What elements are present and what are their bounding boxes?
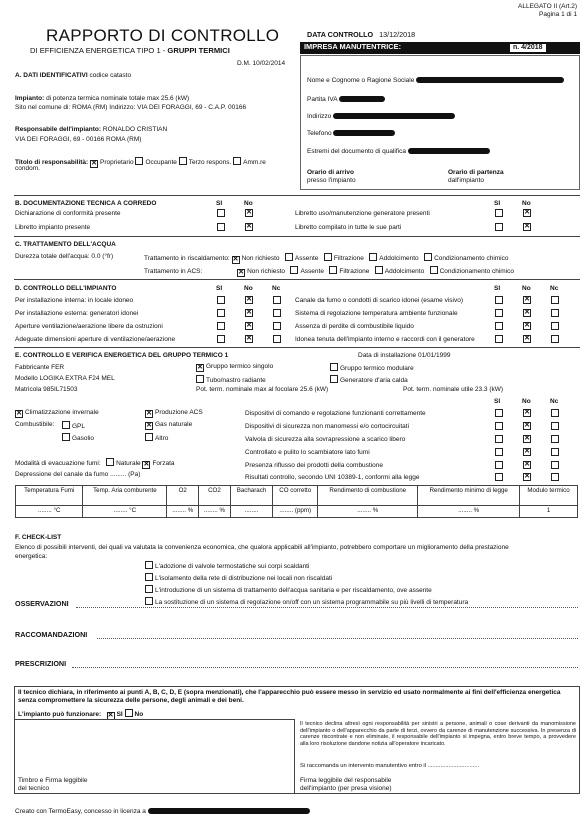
timbro-label: Timbro e Firma leggibile del tecnico bbox=[18, 777, 88, 793]
altro: Altro bbox=[145, 433, 168, 442]
table-cell[interactable]: ........ % bbox=[418, 506, 520, 518]
checkbox[interactable] bbox=[551, 473, 559, 481]
col-si: SI bbox=[216, 200, 223, 207]
modello: Modello LOGIKA EXTRA F24 MEL bbox=[15, 375, 115, 382]
report-number: n. 4/2018 bbox=[510, 44, 546, 52]
osservazioni-label: OSSERVAZIONI bbox=[15, 599, 69, 608]
page-subtitle: DI EFFICIENZA ENERGETICA TIPO 1 - GRUPPI TERMICI bbox=[30, 46, 230, 55]
checklist-item: L'adozione di valvole termostatiche sui corpi scaldanti bbox=[145, 561, 309, 570]
check-row: Libretto compilato in tutte le sue parti bbox=[295, 224, 402, 231]
table-header: Temp. Aria comburente bbox=[83, 486, 167, 506]
trattamento-acs: Trattamento in ACS: ✕ Non richiesto Assente Filtrazione Addolcimento Condizionamento chimico bbox=[144, 266, 514, 277]
amm-checkbox[interactable] bbox=[233, 157, 241, 165]
checkbox[interactable] bbox=[523, 448, 531, 456]
col-si: SI bbox=[494, 200, 501, 207]
check-row: Adeguate dimensioni aperture di ventilazione/aerazione bbox=[15, 336, 176, 343]
checkbox[interactable] bbox=[495, 335, 503, 343]
check-row: Idonea tenuta dell'impianto interno e raccordi con il generatore bbox=[295, 336, 475, 343]
table-cell[interactable]: ........ % bbox=[199, 506, 231, 518]
table-header: Temperatura Fumi bbox=[16, 486, 83, 506]
col-si: SI bbox=[494, 398, 501, 405]
table-cell[interactable]: 1 bbox=[520, 506, 578, 518]
firma-responsabile: Firma leggibile del responsabile dell'impianto (per presa visione) bbox=[300, 777, 392, 793]
col-no: No bbox=[522, 285, 531, 292]
data-controllo: DATA CONTROLLO 13/12/2018 bbox=[307, 30, 416, 39]
checkbox[interactable] bbox=[551, 448, 559, 456]
table-header: CO2 bbox=[199, 486, 231, 506]
col-si: SI bbox=[216, 285, 223, 292]
checkbox[interactable] bbox=[551, 322, 559, 330]
col-si: SI bbox=[494, 285, 501, 292]
table-header: Bacharach bbox=[230, 486, 272, 506]
checklist-checkbox[interactable] bbox=[145, 573, 153, 581]
checkbox[interactable] bbox=[245, 209, 253, 217]
checklist-intro-2: energetica: bbox=[15, 553, 48, 560]
check-row: Libretto impianto presente bbox=[15, 224, 91, 231]
checkbox[interactable] bbox=[273, 335, 281, 343]
check-row: Presenza riflusso dei prodotti della combustione bbox=[245, 462, 384, 469]
page-title: RAPPORTO DI CONTROLLO bbox=[46, 26, 280, 45]
checkbox[interactable] bbox=[245, 296, 253, 304]
impianto-info: Impianto: di potenza termica nominale totale max 25.6 (kW) bbox=[15, 95, 190, 102]
checkbox[interactable] bbox=[217, 309, 225, 317]
checkbox[interactable] bbox=[523, 409, 531, 417]
prescrizioni-line[interactable] bbox=[72, 667, 578, 668]
checkbox[interactable] bbox=[495, 309, 503, 317]
gruppo-modulare: Gruppo termico modulare bbox=[330, 363, 414, 372]
checklist-item: L'introduzione di un sistema di trattamento dell'acqua sanitaria e per riscaldamento, ove assente bbox=[145, 585, 432, 594]
matricola: Matricola 985IL71503 bbox=[15, 386, 78, 393]
evacuazione-fumi: Modalità di evacuazione fumi: Naturale ✕ Forzata bbox=[15, 458, 175, 469]
checkbox[interactable] bbox=[217, 335, 225, 343]
table-header: Rendimento minimo di legge bbox=[418, 486, 520, 506]
impresa-piva: Partita IVA bbox=[307, 96, 385, 103]
checkbox[interactable] bbox=[523, 461, 531, 469]
checkbox[interactable] bbox=[523, 223, 531, 231]
checkbox[interactable] bbox=[523, 422, 531, 430]
checkbox[interactable] bbox=[495, 223, 503, 231]
col-no: No bbox=[522, 398, 531, 405]
durezza: Durezza totale dell'acqua: 0.0 (°fr) bbox=[15, 253, 114, 260]
allegato-label: ALLEGATO II (Art.2) Pagina 1 di 1 bbox=[518, 3, 577, 19]
section-f-title: F. CHECK-LIST bbox=[15, 534, 62, 541]
checkbox[interactable] bbox=[245, 335, 253, 343]
table-cell[interactable]: ........ bbox=[230, 506, 272, 518]
impresa-telefono: Telefono bbox=[307, 130, 395, 137]
checkbox[interactable] bbox=[273, 309, 281, 317]
raccomandazioni-label: RACCOMANDAZIONI bbox=[15, 630, 88, 639]
check-row: Assenza di perdite di combustibile liquido bbox=[295, 323, 414, 330]
gas-naturale: ✕ Gas naturale bbox=[145, 421, 192, 430]
check-row: Aperture ventilazione/aerazione libere da ostruzioni bbox=[15, 323, 163, 330]
checklist-checkbox[interactable] bbox=[145, 597, 153, 605]
checkbox[interactable] bbox=[523, 309, 531, 317]
table-header: Rendimento di combustione bbox=[318, 486, 418, 506]
raccomandazioni-line[interactable] bbox=[97, 638, 578, 639]
orario-partenza: Orario di partenza dall'impianto bbox=[448, 169, 504, 185]
section-b-title: B. DOCUMENTAZIONE TECNICA A CORREDO bbox=[15, 200, 157, 207]
generatore-aria: Generatore d'aria calda bbox=[330, 375, 408, 384]
table-cell[interactable]: ........ % bbox=[167, 506, 199, 518]
checkbox[interactable] bbox=[523, 322, 531, 330]
checkbox[interactable] bbox=[495, 448, 503, 456]
produzione-acs: ✕ Produzione ACS bbox=[145, 409, 203, 418]
col-nc: Nc bbox=[550, 398, 559, 405]
check-row: Canale da fumo o condotti di scarico idonei (esame visivo) bbox=[295, 297, 464, 304]
potenza-focolare: Pot. term. nominale max al focolare 25.6 (kW) bbox=[196, 386, 329, 393]
col-nc: Nc bbox=[550, 285, 559, 292]
table-cell[interactable]: ........ % bbox=[318, 506, 418, 518]
checklist-checkbox[interactable] bbox=[145, 561, 153, 569]
checkbox[interactable] bbox=[245, 322, 253, 330]
col-nc: Nc bbox=[272, 285, 281, 292]
data-installazione: Data di installazione 01/01/1999 bbox=[358, 352, 451, 359]
no-checkbox[interactable] bbox=[125, 709, 133, 717]
checkbox[interactable] bbox=[523, 296, 531, 304]
gasolio: Gasolio bbox=[62, 433, 94, 442]
table-cell[interactable]: ........ °C bbox=[83, 506, 167, 518]
tubo-radiante: Tubo/nastro radiante bbox=[196, 375, 266, 384]
checkbox[interactable] bbox=[495, 209, 503, 217]
potenza-utile: Pot. term. nominale utile 23.3 (kW) bbox=[403, 386, 504, 393]
col-no: No bbox=[244, 200, 253, 207]
checkbox[interactable] bbox=[523, 473, 531, 481]
table-header: CO corretto bbox=[273, 486, 318, 506]
climatizzazione: ✕Climatizzazione invernale bbox=[15, 409, 99, 418]
combustion-table bbox=[15, 485, 578, 518]
check-row: Risultati controllo, secondo UNI 10389-1, conformi alla legge bbox=[245, 474, 420, 481]
col-no: No bbox=[244, 285, 253, 292]
declaration-text: Il tecnico dichiara, in riferimento ai punti A, B, C, D, E (sopra menzionati), che l'apparecchio può essere messo in servizio ed usato normalmente ai fini dell'efficienza energetica senza compromettere la sicurezza delle persone, degli animali e dei beni. bbox=[18, 689, 561, 704]
checklist-item: La sostituzione di un sistema di regolazione on/off con un sistema programmabile su più livelli di temperatura bbox=[145, 597, 468, 606]
responsabile: Responsabile dell'impianto: RONALDO CRISTIAN bbox=[15, 126, 168, 133]
checkbox[interactable] bbox=[495, 461, 503, 469]
checkbox[interactable] bbox=[551, 422, 559, 430]
table-header: O2 bbox=[167, 486, 199, 506]
check-row: Sistema di regolazione temperatura ambiente funzionale bbox=[295, 310, 458, 317]
checkbox[interactable] bbox=[551, 309, 559, 317]
section-c-title: C. TRATTAMENTO DELL'ACQUA bbox=[15, 241, 116, 248]
checkbox[interactable] bbox=[217, 209, 225, 217]
checkbox[interactable] bbox=[551, 435, 559, 443]
checkbox[interactable] bbox=[245, 309, 253, 317]
checkbox[interactable] bbox=[495, 409, 503, 417]
section-d-title: D. CONTROLLO DELL'IMPIANTO bbox=[15, 285, 117, 292]
checkbox[interactable] bbox=[217, 223, 225, 231]
check-row: Dichiarazione di conformità presente bbox=[15, 210, 121, 217]
impresa-estremi: Estremi del documento di qualifica bbox=[307, 148, 490, 155]
condom-label: condom. bbox=[15, 165, 40, 172]
section-e-title: E. CONTROLLO E VERIFICA ENERGETICA DEL GRUPPO TERMICO 1 bbox=[15, 352, 229, 359]
sito-info: Sito nel comune di: ROMA (RM) Indirizzo: VIA DEI FORAGGI, 69 - C.A.P. 00166 bbox=[15, 104, 247, 111]
impresa-header: IMPRESA MANUTENTRICE: bbox=[300, 42, 580, 54]
col-no: No bbox=[522, 200, 531, 207]
checkbox[interactable] bbox=[551, 335, 559, 343]
check-row: Per installazione esterna: generatori idonei bbox=[15, 310, 139, 317]
checkbox[interactable] bbox=[495, 473, 503, 481]
puo-funzionare: L'impianto può funzionare: ✕ SI No bbox=[18, 709, 143, 720]
disclaimer-text: Il tecnico declina altresì ogni responsabilità per sinistri a persone, animali o cose derivanti da manomissione dell'impianto o dell'apparecchio da parte di terzi, ovvero da carenze di manutenzione successiva. In presenza di carenze riscontrate e non eliminate, il responsabile dell'impianto si impegna, entro breve tempo, a provvedere alla loro risoluzione dandone notizia all'operatore incaricato. bbox=[300, 721, 576, 748]
checkbox[interactable] bbox=[495, 435, 503, 443]
impresa-indirizzo: Indirizzo bbox=[307, 113, 455, 120]
checkbox[interactable] bbox=[523, 435, 531, 443]
checkbox[interactable] bbox=[495, 322, 503, 330]
checkbox[interactable] bbox=[273, 296, 281, 304]
depressione: Depressione del canale da fumo ......... (Pa) bbox=[15, 471, 141, 478]
impresa-nome: Nome e Cognome o Ragione Sociale bbox=[307, 77, 564, 84]
check-row: Libretto uso/manutenzione generatore presenti bbox=[295, 210, 430, 217]
checkbox[interactable] bbox=[495, 422, 503, 430]
checkbox[interactable] bbox=[495, 296, 503, 304]
checklist-checkbox[interactable] bbox=[145, 585, 153, 593]
checklist-item: L'isolamento della rete di distribuzione nei locali non riscaldati bbox=[145, 573, 332, 582]
footer: Creato con TermoEasy, concesso in licenza a bbox=[15, 808, 310, 815]
terzo-checkbox[interactable] bbox=[179, 157, 187, 165]
dm-reference: D.M. 10/02/2014 bbox=[237, 60, 286, 67]
occupante-checkbox[interactable] bbox=[135, 157, 143, 165]
trattamento-risc: Trattamento in riscaldamento: ✕ Non richiesto Assente Filtrazione Addolcimento Condizionamento chimico bbox=[144, 253, 509, 264]
check-row: Dispositivi di sicurezza non manomessi e/o cortocircuitati bbox=[245, 423, 410, 430]
prescrizioni-label: PRESCRIZIONI bbox=[15, 659, 67, 668]
intervento-entro: Si raccomanda un intervento manutentivo entro il ................................ bbox=[300, 763, 480, 769]
checkbox[interactable] bbox=[523, 335, 531, 343]
titolo-responsabilita: Titolo di responsabilità: ✕ Proprietario Occupante Terzo respons. Amm.re bbox=[15, 157, 266, 168]
check-row: Valvola di sicurezza alla sovrapressione a scarico libero bbox=[245, 436, 406, 443]
responsabile-indirizzo: VIA DEI FORAGGI, 69 - 00166 ROMA (RM) bbox=[15, 136, 142, 143]
checkbox[interactable] bbox=[217, 322, 225, 330]
check-row: Dispositivi di comando e regolazione funzionanti correttamente bbox=[245, 410, 426, 417]
section-a-title: A. DATI IDENTIFICATIVI codice catasto bbox=[15, 72, 132, 79]
checklist-intro: Elenco di possibili interventi, dei quali va valutata la convenienza economica, che qualora applicabili all'impianto, potrebbero comportare un miglioramento della prestazione bbox=[15, 544, 509, 551]
checkbox[interactable] bbox=[273, 322, 281, 330]
check-row: Controllato e pulito lo scambiatore lato fumi bbox=[245, 449, 370, 456]
checkbox[interactable] bbox=[217, 296, 225, 304]
checkbox[interactable] bbox=[551, 461, 559, 469]
osservazioni-line[interactable] bbox=[76, 607, 578, 608]
table-cell[interactable]: ........ (ppm) bbox=[273, 506, 318, 518]
gruppo-singolo: ✕Gruppo termico singolo bbox=[196, 363, 273, 372]
table-cell[interactable]: ........ °C bbox=[16, 506, 83, 518]
fabbricante: Fabbricante FER bbox=[15, 364, 65, 371]
combustibile-label: Combustibile: bbox=[15, 421, 55, 428]
checkbox[interactable] bbox=[245, 223, 253, 231]
gpl: GPL bbox=[62, 421, 85, 430]
orario-arrivo: Orario di arrivo presso l'impianto bbox=[307, 169, 356, 185]
table-header: Modulo termico bbox=[520, 486, 578, 506]
check-row: Per installazione interna: in locale idoneo bbox=[15, 297, 134, 304]
checkbox[interactable] bbox=[551, 409, 559, 417]
checkbox[interactable] bbox=[523, 209, 531, 217]
proprietario-checkbox[interactable] bbox=[90, 160, 98, 168]
checkbox[interactable] bbox=[551, 296, 559, 304]
